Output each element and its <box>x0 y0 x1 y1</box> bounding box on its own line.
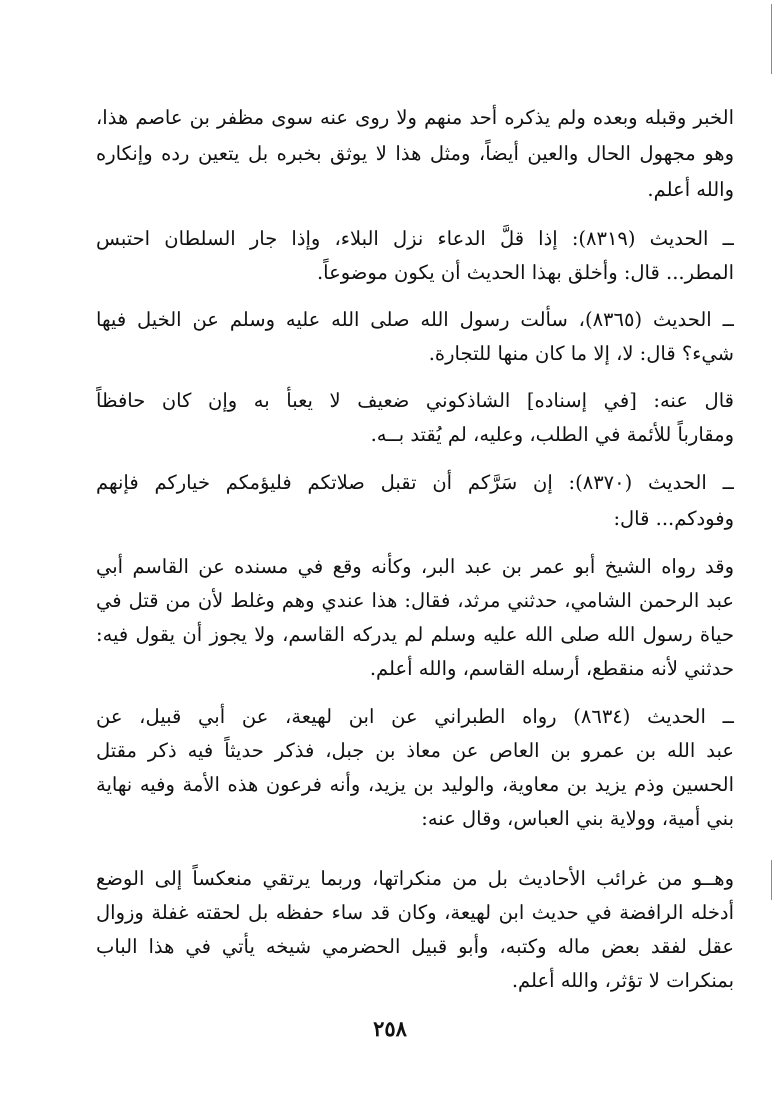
text-line: حدثني لأنه منقطع، أرسله القاسم، والله أعلم. <box>369 657 734 680</box>
text-line: ــ الحديث (٨٣٧٠): إن سَرَّكم أن تقبل صلاتكم فليؤمكم خياركم فإنهم <box>96 471 734 494</box>
text-line: وهــو من غرائب الأحاديث بل من منكراتها، وربما يرتقي منعكساً إلى الوضع <box>96 867 734 890</box>
text-line: المطر... قال: وأخلق بهذا الحديث أن يكون موضوعاً. <box>316 261 734 284</box>
text-line: شيء؟ قال: لا، إلا ما كان منها للتجارة. <box>428 342 734 365</box>
text-line: ــ الحديث (٨٣١٩): إذا قلَّ الدعاء نزل البلاء، وإذا جار السلطان احتبس <box>96 227 734 250</box>
text-line: عقل لفقد بعض ماله وكتبه، وأبو قبيل الحضرمي شيخه يأتي في هذا الباب <box>96 935 734 958</box>
text-line: الحسين وذم يزيد بن معاوية، والوليد بن يزيد، وأنه فرعون هذه الأمة وفيه نهاية <box>96 773 734 796</box>
text-line: بمنكرات لا تؤثر، والله أعلم. <box>511 969 734 992</box>
text-line: وقد رواه الشيخ أبو عمر بن عبد البر، وكأنه وقع في مسنده عن القاسم أبي <box>96 555 734 578</box>
text-line: عبد الله بن عمرو بن العاص عن معاذ بن جبل، فذكر حديثاً فيه ذكر مقتل <box>96 739 734 762</box>
text-line: والله أعلم. <box>647 178 734 201</box>
text-line: ــ الحديث (٨٣٦٥)، سألت رسول الله صلى الله عليه وسلم عن الخيل فيها <box>96 308 734 331</box>
text-line: قال عنه: [في إسناده] الشاذكوني ضعيف لا يعبأ به وإن كان حافظاً <box>96 389 734 412</box>
page-number: ٢٥٨ <box>373 1016 407 1041</box>
text-line: حياة رسول الله صلى الله عليه وسلم لم يدركه القاسم، ولا يجوز أن يقول فيه: <box>96 623 734 646</box>
scan-edge-mark <box>771 860 772 900</box>
text-line: وفودكم... قال: <box>613 507 734 530</box>
text-line: وهو مجهول الحال والعين أيضاً، ومثل هذا لا يوثق بخبره بل يتعين رده وإنكاره <box>96 142 734 165</box>
text-line: بني أمية، وولاية بني العباس، وقال عنه: <box>421 807 734 830</box>
text-line: الخبر وقبله وبعده ولم يذكره أحد منهم ولا روى عنه سوى مظفر بن عاصم هذا، <box>96 106 734 129</box>
text-line: أدخله الرافضة في حديث ابن لهيعة، وكان قد ساء حفظه بل لحقته غفلة وزوال <box>96 901 734 924</box>
text-line: عبد الرحمن الشامي، حدثني مرثد، فقال: هذا عندي وهم وغلط لأن من قتل في <box>96 589 734 612</box>
scan-edge-mark <box>771 4 772 74</box>
text-line: ــ الحديث (٨٦٣٤) رواه الطبراني عن ابن لهيعة، عن أبي قبيل، عن <box>96 705 734 728</box>
text-line: ومقارباً للأئمة في الطلب، وعليه، لم يُقتد بــه. <box>370 423 734 446</box>
